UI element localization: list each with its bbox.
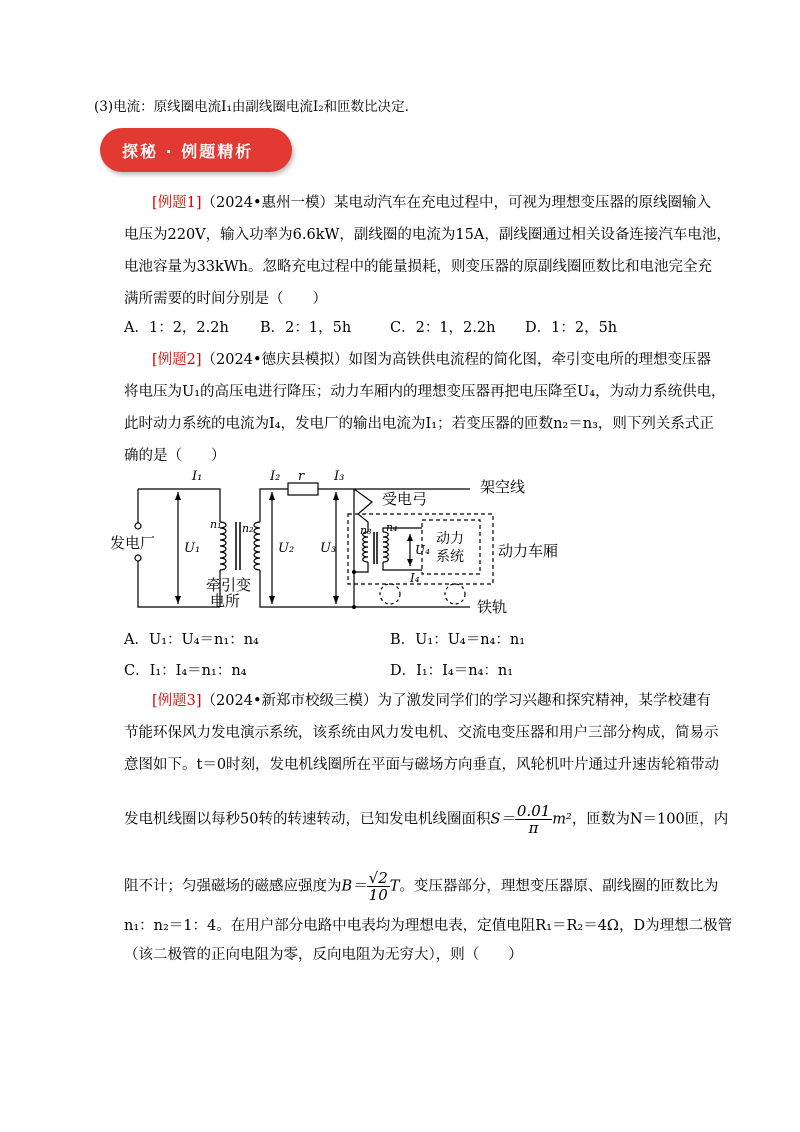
- label-power-system-2: 系统: [436, 549, 464, 565]
- example-3-line-2: 节能环保风力发电演示系统，该系统由风力发电机、交流电变压器和用户三部分构成，简易示: [124, 725, 719, 741]
- section-banner: [100, 128, 292, 172]
- label-power-system-1: 动力: [436, 531, 464, 547]
- field-numerator: √2: [368, 869, 388, 887]
- example-3-line-4-end: ，匝数为N＝100匝，内: [571, 811, 729, 828]
- field-fraction: [367, 870, 390, 903]
- example-3-line-5: [124, 870, 718, 903]
- example-2-tag: [例题2]: [152, 352, 202, 368]
- area-denominator: π: [528, 819, 539, 837]
- example-1-line-4: 满所需要的时间分别是（ ）: [124, 291, 327, 307]
- example-2-line-2: 将电压为U₁的高压电进行降压；动力车厢内的理想变压器再把电压降至U₄，为动力系统供电，: [124, 384, 726, 400]
- example-2-text: 如图为高铁供电流程的简化图，牵引变电所的理想变压器: [348, 352, 712, 368]
- railway-power-diagram: [110, 462, 559, 622]
- label-i2: I₂: [270, 469, 281, 484]
- example-2-line-4: 确的是（ ）: [124, 448, 226, 464]
- label-power-plant: 发电厂: [110, 534, 156, 552]
- label-i3: I₃: [334, 469, 345, 484]
- label-substation-2: 电所: [210, 592, 241, 610]
- example-1-option-d[interactable]: D．1：2，5h: [525, 320, 618, 336]
- label-pantograph: 受电弓: [382, 490, 428, 508]
- field-denominator: 10: [368, 886, 388, 904]
- example-2-option-b[interactable]: B．U₁：U₄＝n₄：n₁: [390, 632, 526, 648]
- example-3-line-5-end: 。变压器部分，理想变压器原、副线圈的匝数比为: [399, 878, 719, 895]
- example-3-line-7: （该二极管的正向电阻为零，反向电阻为无穷大），则（ ）: [124, 947, 523, 963]
- example-2-option-d[interactable]: D．I₁：I₄＝n₄：n₁: [390, 663, 514, 679]
- area-fraction: [515, 803, 552, 836]
- example-2-source: （2024•德庆县模拟）: [201, 352, 349, 368]
- label-i4: I₄: [410, 571, 420, 585]
- example-3-line-6: n₁：n₂＝1：4。在用户部分电路中电表均为理想电表，定值电阻R₁＝R₂＝4Ω，D为理想二极管: [124, 918, 733, 934]
- example-1-line-3: 电池容量为33kWh。忽略充电过程中的能量损耗，则变压器的原副线圈匝数比和电池完全充: [124, 259, 712, 275]
- example-3-line-1: [152, 691, 711, 711]
- example-3-line-4: [124, 803, 728, 836]
- example-3-line-4-start: 发电机线圈以每秒50转的转速转动，已知发电机线圈面积: [124, 811, 491, 828]
- label-u4: U₄: [415, 543, 430, 557]
- example-3-tag: [例题3]: [152, 693, 202, 709]
- label-u2: U₂: [278, 541, 295, 556]
- label-overhead: 架空线: [480, 478, 526, 496]
- example-1-option-b[interactable]: B．2：1，5h: [260, 320, 352, 336]
- banner-text: 探秘 · 例题精析: [122, 142, 254, 161]
- example-1-option-a[interactable]: A．1：2，2.2h: [124, 320, 229, 336]
- example-2-option-c[interactable]: C．I₁：I₄＝n₁：n₄: [124, 663, 247, 679]
- label-n2: n₂: [242, 522, 254, 535]
- example-3-line-3: 意图如下。t＝0时刻，发电机线圈所在平面与磁场方向垂直，风轮机叶片通过升速齿轮箱带动: [124, 757, 720, 773]
- example-3-text: 为了激发同学们的学习兴趣和探究精神，某学校建有: [377, 693, 712, 709]
- example-1-option-c[interactable]: C．2：1，2.2h: [390, 320, 496, 336]
- label-u1: U₁: [184, 541, 201, 556]
- label-n4: n₄: [386, 521, 398, 534]
- example-2-line-3: 此时动力系统的电流为I₄，发电厂的输出电流为I₁；若变压器的匝数n₂＝n₃，则下列关系式正: [124, 416, 714, 432]
- example-1-line-2: 电压为220V，输入功率为6.6kW，副线圈的电流为15A，副线圈通过相关设备连接汽车电池，: [124, 227, 731, 243]
- label-rail: 铁轨: [477, 598, 508, 616]
- area-lhs: S＝: [490, 811, 515, 828]
- label-i1: I₁: [192, 469, 203, 484]
- example-1-tag: [例题1]: [152, 195, 202, 211]
- example-2-line-1: [152, 350, 711, 370]
- example-3-source: （2024•新郑市校级三模）: [201, 693, 378, 709]
- field-lhs: B＝: [341, 878, 367, 895]
- label-n1: n₁: [210, 518, 222, 531]
- example-1-source: （2024•惠州一模）: [201, 195, 335, 211]
- label-car: 动力车厢: [498, 542, 559, 560]
- example-2-option-a[interactable]: A．U₁：U₄＝n₁：n₄: [124, 632, 259, 648]
- label-substation-1: 牵引变: [206, 576, 252, 594]
- example-3-line-5-start: 阻不计；匀强磁场的磁感应强度为: [124, 878, 342, 895]
- label-u3: U₃: [320, 541, 337, 556]
- area-numerator: 0.01: [516, 802, 551, 820]
- label-r: r: [298, 469, 305, 484]
- intro-line: (3)电流：原线圈电流I₁由副线圈电流I₂和匝数比决定.: [94, 99, 409, 115]
- field-unit: T: [389, 878, 400, 895]
- area-unit: m²: [552, 811, 572, 828]
- example-1-text: 某电动汽车在充电过程中，可视为理想变压器的原线圈输入: [334, 195, 712, 211]
- example-1-line-1: [152, 193, 711, 213]
- label-n3: n₃: [360, 524, 372, 537]
